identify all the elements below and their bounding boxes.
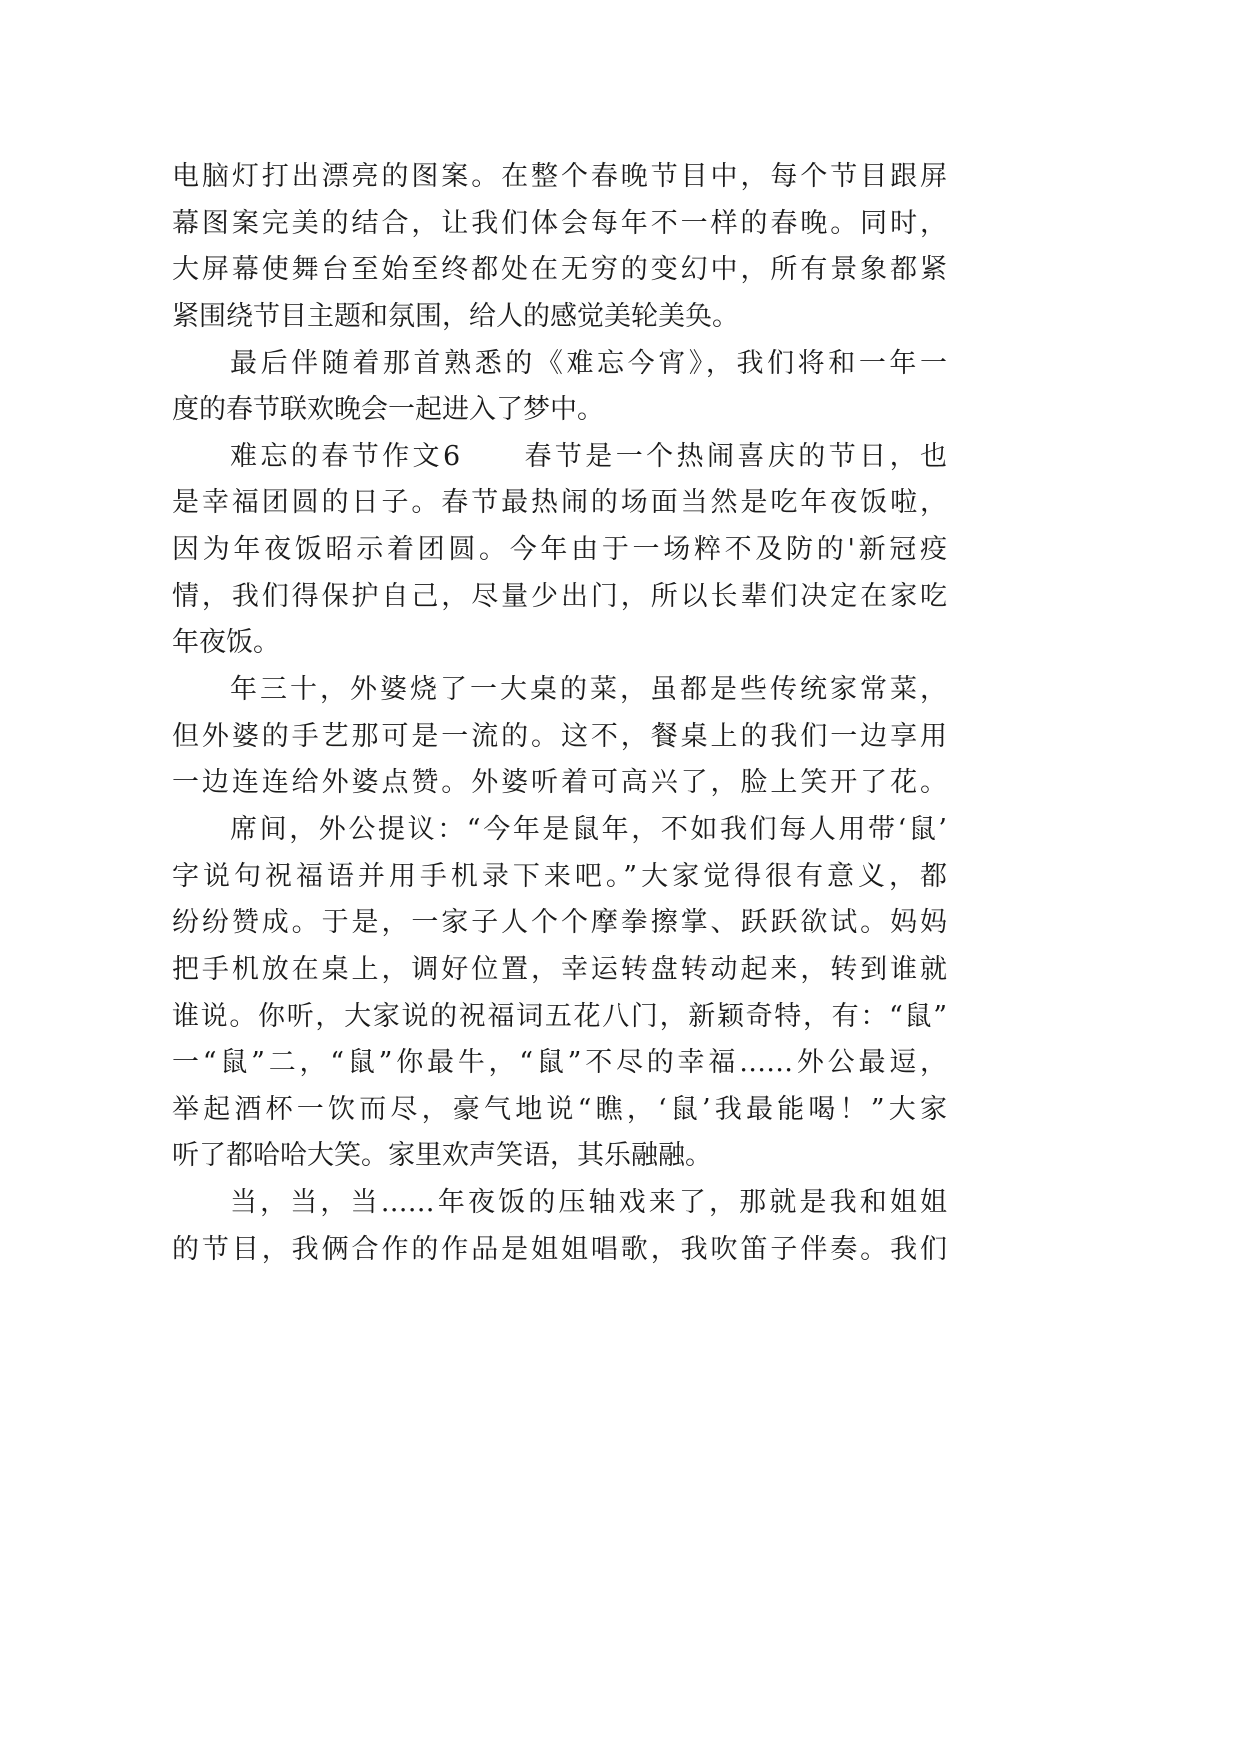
paragraph-start-line: 当，当，当……年夜饭的压轴戏来了，那就是我和姐姐 <box>230 1187 947 1219</box>
text-line: 幕图案完美的结合，让我们体会每年不一样的春晚。同时， <box>172 207 947 239</box>
text-line: 情，我们得保护自己，尽量少出门，所以长辈们决定在家吃 <box>172 580 947 612</box>
text-line: 因为年夜饭昭示着团圆。今年由于一场粹不及防的'新冠疫 <box>172 534 947 566</box>
text-line: 听了都哈哈大笑。家里欢声笑语，其乐融融。 <box>172 1140 712 1172</box>
paragraph-start-line: 最后伴随着那首熟悉的《难忘今宵》，我们将和一年一 <box>230 347 947 379</box>
paragraph-start-line: 难忘的春节作文6 春节是一个热闹喜庆的节日，也 <box>230 440 947 472</box>
text-line: 电脑灯打出漂亮的图案。在整个春晚节目中，每个节目跟屏 <box>172 161 947 192</box>
text-line: 举起酒杯一饮而尽，豪气地说“瞧，‘鼠’我最能喝！”大家 <box>172 1093 947 1125</box>
text-line: 谁说。你听，大家说的祝福词五花八门，新颖奇特，有：“鼠” <box>172 1000 947 1032</box>
text-line: 的节目，我俩合作的作品是姐姐唱歌，我吹笛子伴奏。我们 <box>172 1233 947 1265</box>
text-line: 是幸福团圆的日子。春节最热闹的场面当然是吃年夜饭啦， <box>172 487 947 519</box>
text-line: 大屏幕使舞台至始至终都处在无穷的变幻中，所有景象都紧 <box>172 254 947 286</box>
text-line: 一边连连给外婆点赞。外婆听着可高兴了，脸上笑开了花。 <box>172 767 947 799</box>
text-line: 年夜饭。 <box>172 627 280 659</box>
text-line: 纷纷赞成。于是，一家子人个个摩拳擦掌、跃跃欲试。妈妈 <box>172 907 947 939</box>
text-line: 度的春节联欢晚会一起进入了梦中。 <box>172 394 604 426</box>
text-line: 字说句祝福语并用手机录下来吧。”大家觉得很有意义，都 <box>172 860 947 892</box>
text-line: 把手机放在桌上，调好位置，幸运转盘转动起来，转到谁就 <box>172 953 947 985</box>
text-line: 但外婆的手艺那可是一流的。这不，餐桌上的我们一边享用 <box>172 720 947 752</box>
text-line: 一“鼠”二，“鼠”你最牛，“鼠”不尽的幸福……外公最逗， <box>172 1047 947 1079</box>
paragraph-start-line: 席间，外公提议：“今年是鼠年，不如我们每人用带‘鼠’ <box>230 813 947 845</box>
body-text <box>172 154 947 1273</box>
text-line: 紧围绕节目主题和氛围，给人的感觉美轮美奂。 <box>172 300 739 332</box>
paragraph-start-line: 年三十，外婆烧了一大桌的菜，虽都是些传统家常菜， <box>230 674 947 706</box>
